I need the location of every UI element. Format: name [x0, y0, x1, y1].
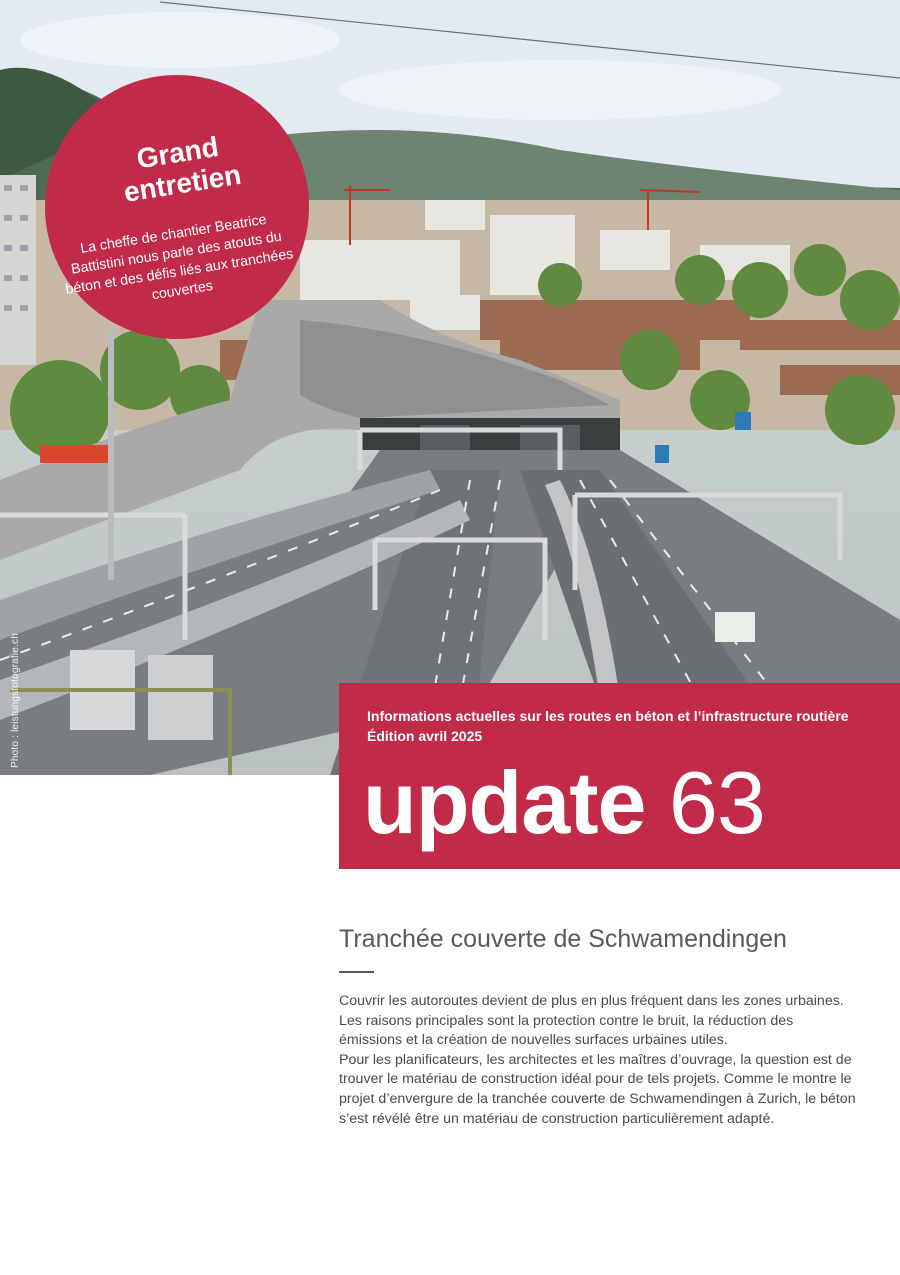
- article-paragraph-2: Pour les planificateurs, les architectes et les maîtres d’ouvrage, la question est de trouver le matériau de construction idéal pour de tels projets. Comme le montre le projet d’envergure de la tranchée couverte de Schwamendingen à Zurich, le béton s’est révélé être un matériau de construction particulièrement adapté.: [339, 1051, 856, 1127]
- banner-info-line: Informations actuelles sur les routes en béton et l’infrastructure routière: [367, 708, 849, 724]
- issue-title-word: update: [363, 753, 646, 852]
- article-paragraph-1: Couvrir les autoroutes devient de plus en plus fréquent dans les zones urbaines. Les raisons principales sont la protection contre le bruit, la réduction des émissions et la création de nouvelles surfaces urbaines utiles.: [339, 993, 844, 1049]
- interview-teaser-circle[interactable]: [45, 75, 309, 339]
- banner-subtitle: [367, 706, 849, 746]
- photo-credit: Photo : leistungsfotografie.ch: [10, 633, 21, 768]
- headline-divider: [339, 971, 374, 973]
- issue-banner: [339, 683, 900, 869]
- issue-title: [363, 753, 765, 853]
- article-headline: Tranchée couverte de Schwamendingen: [339, 925, 787, 953]
- article-body: [339, 992, 859, 1129]
- issue-number: 63: [668, 753, 765, 852]
- banner-edition-line: Édition avril 2025: [367, 728, 483, 744]
- teaser-title: Grand entretien: [121, 130, 244, 208]
- teaser-text: La cheffe de chantier Beatrice Battistini nous parle des atouts du béton et des défis liés aux tranchées couvertes: [64, 211, 295, 304]
